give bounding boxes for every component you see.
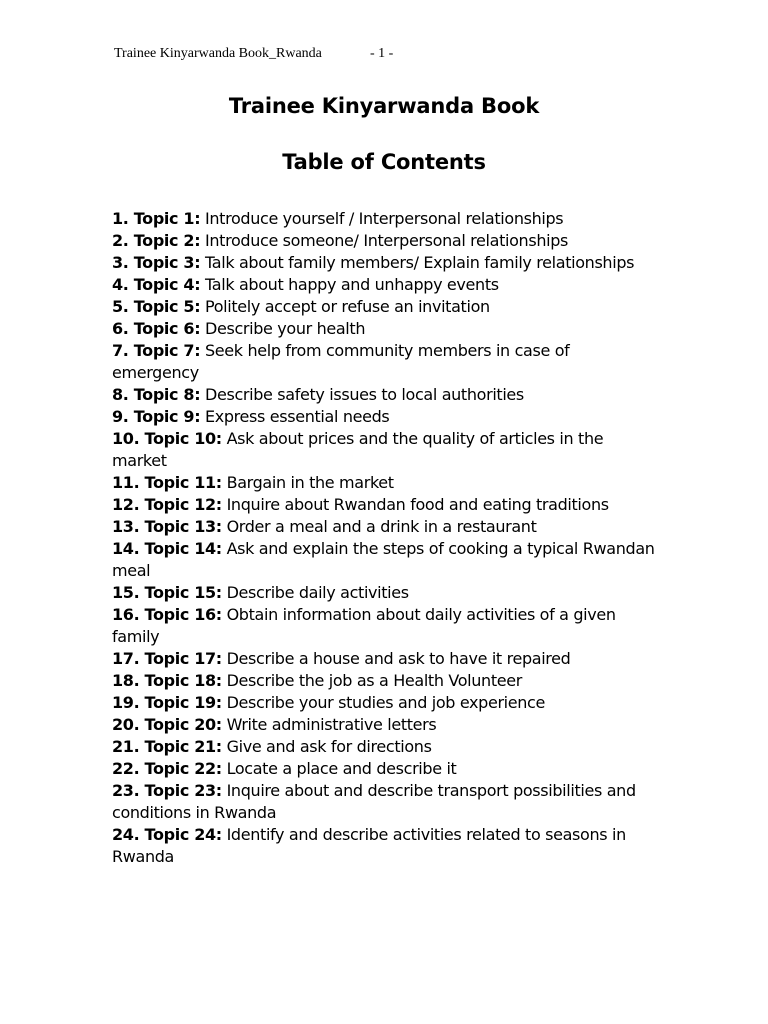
toc-entry [112, 318, 657, 340]
toc-entry-label: 12. Topic 12: [112, 495, 222, 514]
running-header [114, 46, 674, 66]
toc-entry [112, 692, 657, 714]
toc-entry-label: 16. Topic 16: [112, 605, 222, 624]
toc-entry-label: 8. Topic 8: [112, 385, 201, 404]
toc-entry-label: 15. Topic 15: [112, 583, 222, 602]
toc-entry [112, 604, 657, 648]
toc-entry-text: Introduce someone/ Interpersonal relationships [205, 231, 568, 250]
toc-entry-text: Describe daily activities [226, 583, 409, 602]
toc-entry [112, 538, 657, 582]
toc-entry-label: 11. Topic 11: [112, 473, 222, 492]
toc-entry-text: Ask about prices and the quality of articles in the market [112, 429, 604, 470]
toc-entry-label: 6. Topic 6: [112, 319, 201, 338]
toc-entry-label: 10. Topic 10: [112, 429, 222, 448]
toc-entry [112, 274, 657, 296]
toc-entry [112, 714, 657, 736]
document-title: Trainee Kinyarwanda Book [228, 94, 540, 118]
toc-entry [112, 340, 657, 384]
toc-entry-text: Ask and explain the steps of cooking a typical Rwandan meal [112, 539, 655, 580]
toc-entry [112, 824, 657, 868]
toc-entry-label: 3. Topic 3: [112, 253, 201, 272]
toc-entry-label: 4. Topic 4: [112, 275, 201, 294]
toc-entry [112, 780, 657, 824]
toc-entry-text: Introduce yourself / Interpersonal relationships [205, 209, 564, 228]
toc-entry [112, 230, 657, 252]
toc-entry [112, 494, 657, 516]
toc-entry-label: 5. Topic 5: [112, 297, 201, 316]
toc-entry [112, 472, 657, 494]
toc-entry [112, 516, 657, 538]
toc-entry [112, 296, 657, 318]
toc-entry-text: Express essential needs [205, 407, 390, 426]
toc-entry-label: 21. Topic 21: [112, 737, 222, 756]
page-number: - 1 - [370, 46, 394, 61]
toc-entry-text: Order a meal and a drink in a restaurant [226, 517, 537, 536]
toc-entry-text: Locate a place and describe it [226, 759, 457, 778]
toc-entry-text: Inquire about Rwandan food and eating traditions [226, 495, 609, 514]
toc-entry-text: Talk about family members/ Explain family relationships [205, 253, 635, 272]
toc-entry [112, 384, 657, 406]
toc-entry-text: Describe a house and ask to have it repaired [226, 649, 571, 668]
toc-entry [112, 406, 657, 428]
running-header-title: Trainee Kinyarwanda Book_Rwanda [114, 46, 322, 61]
toc-entry [112, 758, 657, 780]
toc-entry-label: 9. Topic 9: [112, 407, 201, 426]
toc-heading: Table of Contents [282, 150, 486, 174]
toc-entry-label: 2. Topic 2: [112, 231, 201, 250]
toc-entry-label: 24. Topic 24: [112, 825, 222, 844]
toc-entry-text: Talk about happy and unhappy events [205, 275, 499, 294]
toc-entry-text: Describe your studies and job experience [226, 693, 545, 712]
toc-entry [112, 252, 657, 274]
toc-entry-text: Obtain information about daily activities of a given family [112, 605, 616, 646]
toc-entry-label: 22. Topic 22: [112, 759, 222, 778]
toc-entry-text: Describe your health [205, 319, 366, 338]
toc-entry-text: Inquire about and describe transport possibilities and conditions in Rwanda [112, 781, 636, 822]
toc-entry [112, 428, 657, 472]
toc-entry-label: 14. Topic 14: [112, 539, 222, 558]
toc-entry-text: Describe the job as a Health Volunteer [226, 671, 522, 690]
toc-entry-text: Identify and describe activities related to seasons in Rwanda [112, 825, 626, 866]
toc-entry [112, 208, 657, 230]
toc-entry-label: 7. Topic 7: [112, 341, 201, 360]
toc-entry [112, 670, 657, 692]
toc-entry [112, 648, 657, 670]
toc-entry [112, 736, 657, 758]
toc-entry-text: Seek help from community members in case of emergency [112, 341, 570, 382]
toc-entry-text: Bargain in the market [226, 473, 394, 492]
toc-entry-text: Politely accept or refuse an invitation [205, 297, 490, 316]
toc-entry-label: 17. Topic 17: [112, 649, 222, 668]
toc-entry-label: 13. Topic 13: [112, 517, 222, 536]
toc-entry-label: 19. Topic 19: [112, 693, 222, 712]
toc-entry-label: 18. Topic 18: [112, 671, 222, 690]
toc-entry-label: 1. Topic 1: [112, 209, 201, 228]
table-of-contents [112, 208, 657, 868]
toc-entry [112, 582, 657, 604]
toc-entry-text: Write administrative letters [226, 715, 437, 734]
toc-entry-text: Give and ask for directions [226, 737, 432, 756]
toc-entry-text: Describe safety issues to local authorities [205, 385, 524, 404]
toc-entry-label: 20. Topic 20: [112, 715, 222, 734]
toc-entry-label: 23. Topic 23: [112, 781, 222, 800]
